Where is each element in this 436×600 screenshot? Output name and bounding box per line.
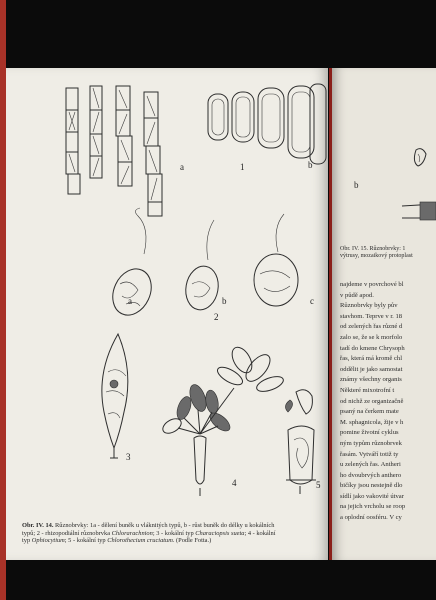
figure-label-2c: c bbox=[310, 296, 314, 306]
figure-2-chlorarachnion bbox=[80, 208, 320, 348]
right-figure-fragment bbox=[402, 140, 436, 230]
body-line: psaný na čerkem mate bbox=[340, 408, 399, 416]
body-line: najdeme v povrchové bl bbox=[340, 281, 404, 288]
body-line: ho dvoubrvých anthero bbox=[340, 471, 402, 479]
left-page bbox=[6, 68, 328, 560]
figure-label-2: 2 bbox=[214, 312, 219, 322]
body-line: pomine životní cyklus bbox=[340, 429, 399, 437]
body-line: Některé mixotrofní t bbox=[340, 386, 395, 394]
right-figure-caption: Obr. IV. 15. Různobrvky: 1 výtrusy, mozaikový protoplast bbox=[340, 246, 413, 260]
body-line: oddělit je jako samostat bbox=[340, 365, 403, 373]
right-figure-label-b: b bbox=[354, 180, 359, 190]
body-line: M. sphagnicola, žije v h bbox=[340, 418, 404, 426]
figure-label-3: 3 bbox=[126, 452, 131, 462]
figure-label-1b: b bbox=[308, 160, 313, 170]
body-line: u zelených řas. Antheri bbox=[340, 461, 401, 469]
body-line: známy všechny organis bbox=[340, 376, 402, 384]
body-line: od zelených řas různé d bbox=[340, 323, 403, 331]
body-line: tadí do kmene Chrysoph bbox=[340, 344, 405, 352]
body-line: na jejich vrcholu se roop bbox=[340, 503, 406, 511]
body-line: v půdě apod. bbox=[340, 291, 374, 299]
body-line: a oplodní oosféru. V cy bbox=[340, 514, 402, 522]
figure-3-characiopsis bbox=[90, 332, 140, 462]
body-line: od nichž ze organizačně bbox=[340, 397, 404, 405]
figure-label-2b: b bbox=[222, 296, 227, 306]
right-page bbox=[332, 68, 436, 560]
body-line: bičíky jsou nestejně dlo bbox=[340, 482, 403, 490]
body-line: stavhom. Teprve v r. 18 bbox=[340, 312, 403, 320]
figure-label-1a: a bbox=[180, 162, 184, 172]
body-line: ným typům různobrvek bbox=[340, 439, 402, 447]
body-line: Různobrvky byly pův bbox=[340, 302, 398, 310]
body-line: sídlí jako vakovité útvar bbox=[340, 492, 404, 500]
figure-4-ophiocytium bbox=[154, 338, 284, 498]
figure-label-1: 1 bbox=[240, 162, 245, 172]
figure-1b-coccal-cells bbox=[204, 82, 328, 172]
figure-caption: Obr. IV. 14. Různobrvky: 1a - dělení buněk u vláknitých typů, b - růst buněk do délky u kokálních typů; 2 - rhizopodiální různobrvka Chlorarachnion; 3 - kokální typ Characiopsis sueta; 4 - kokální typ Ophiocytium; 5 - kokální typ Chlorothecium cruciatum. (Podle Fotta.) bbox=[22, 522, 276, 545]
body-line: zalo se, že se k morfolo bbox=[340, 333, 403, 341]
figure-label-2a: a bbox=[128, 296, 132, 306]
figure-1a-filaments bbox=[60, 82, 180, 222]
body-line: řasám. Vytváří totiž ty bbox=[340, 450, 399, 458]
figure-label-4: 4 bbox=[232, 478, 237, 488]
right-page-body-text bbox=[340, 280, 436, 524]
body-line: řas, která má kromě chl bbox=[340, 355, 403, 363]
figure-label-5: 5 bbox=[316, 480, 321, 490]
